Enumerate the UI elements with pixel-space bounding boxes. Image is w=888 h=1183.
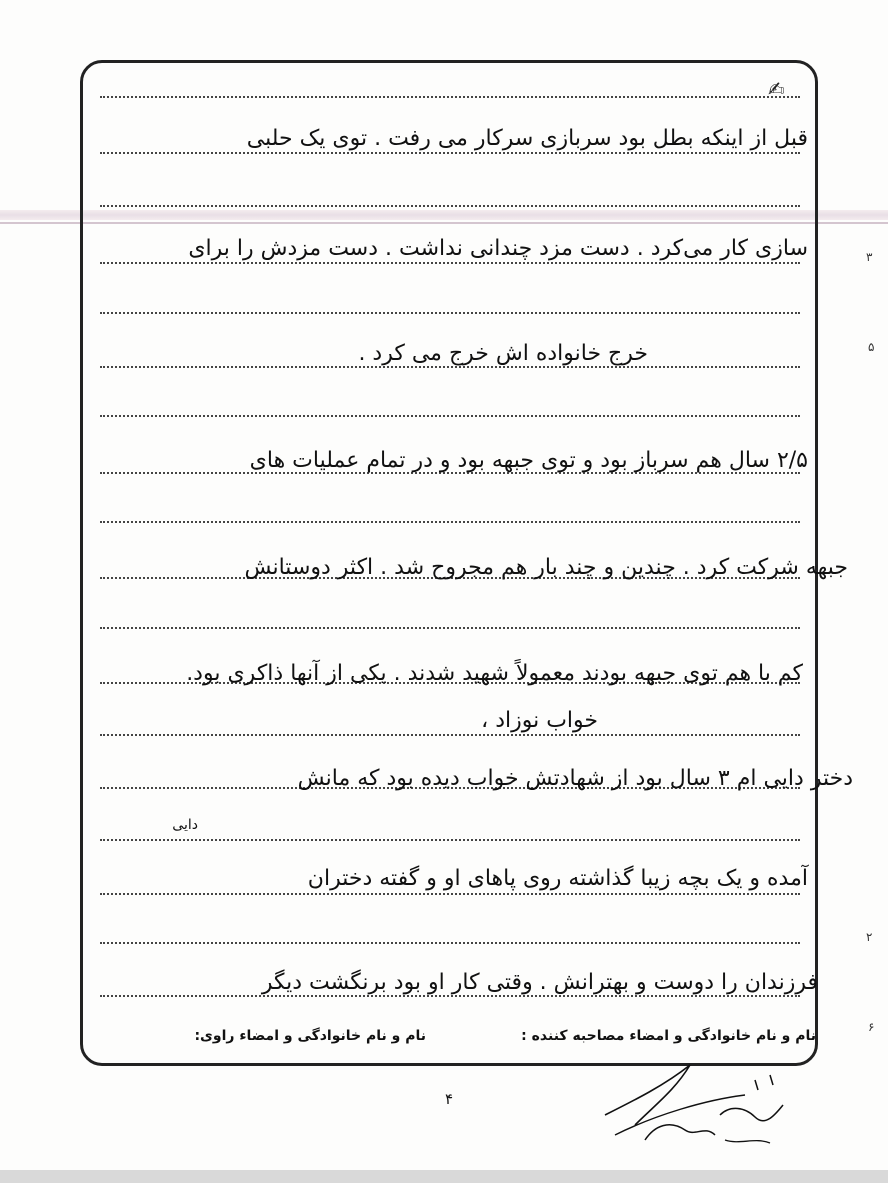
margin-mark: ۲ — [866, 930, 873, 944]
page-number: ۴ — [445, 1090, 454, 1108]
handwritten-line-4: ۲/۵ سال هم سرباز بود و توی جبهه بود و در تمام عملیات های — [249, 448, 808, 473]
handwritten-line-1: قبل از اینکه بطل بود سربازی سرکار می رفت . توی یک حلبی — [246, 126, 808, 151]
ruled-line — [100, 415, 800, 417]
ruled-line — [100, 521, 800, 523]
margin-mark: ۵ — [868, 340, 875, 354]
handwritten-line-5: جبهه شرکت کرد . چندین و چند بار هم مجروح شد . اکثر دوستانش — [244, 555, 848, 580]
handwritten-line-2: سازی کار می‌کرد . دست مزد چندانی نداشت . دست مزدش را برای — [188, 236, 808, 261]
scan-bottom-strip — [0, 1170, 888, 1183]
narrator-label: نام و نام خانوادگی و امضاء راوی: — [194, 1028, 426, 1044]
margin-mark: ۶ — [868, 1020, 875, 1034]
signature — [595, 1045, 795, 1160]
pen-icon: ✍ — [768, 77, 785, 101]
ruled-line — [100, 734, 800, 736]
interviewer-label: نام و نام خانوادگی و امضاء مصاحبه کننده : — [521, 1028, 816, 1044]
ruled-line — [100, 995, 800, 997]
ruled-line — [100, 96, 800, 98]
handwritten-line-8: دختر دایی ام ۳ سال بود از شهادتش خواب دیده بود که مانش — [297, 766, 853, 791]
handwritten-insertion: دایی — [172, 817, 198, 833]
handwritten-line-6: کم با هم توی جبهه بودند معمولاً شهید شدند . یکی از آنها ذاکری بود. — [186, 661, 803, 686]
margin-mark: ۳ — [866, 250, 873, 264]
ruled-line — [100, 942, 800, 944]
ruled-line — [100, 152, 800, 154]
handwritten-line-10: فرزندان را دوست و بهترانش . وقتی کار او بود برنگشت دیگر — [261, 970, 818, 995]
handwritten-line-7: خواب نوزاد ، — [481, 708, 598, 733]
handwritten-line-9: آمده و یک بچه زیبا گذاشته روی پاهای او و گفته دختران — [307, 866, 808, 891]
ruled-line — [100, 262, 800, 264]
handwritten-line-3: خرج خانواده اش خرج می کرد . — [358, 341, 648, 366]
ruled-line — [100, 312, 800, 314]
ruled-line — [100, 366, 800, 368]
ruled-line — [100, 839, 800, 841]
ruled-line — [100, 205, 800, 207]
ruled-line — [100, 893, 800, 895]
ruled-line — [100, 627, 800, 629]
